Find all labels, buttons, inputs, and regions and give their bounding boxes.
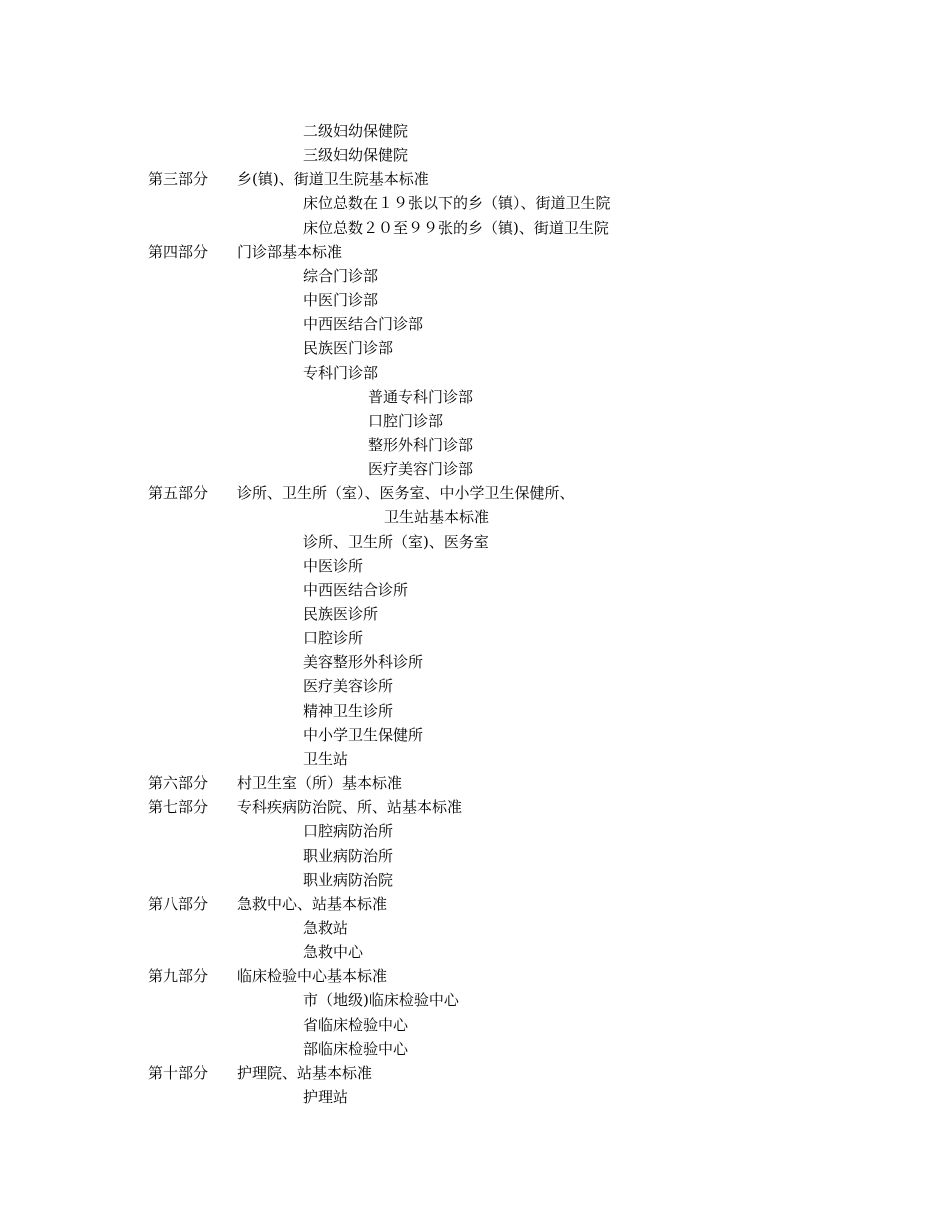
toc-entry: 中西医结合诊所 bbox=[303, 580, 409, 599]
part-title: 临床检验中心基本标准 bbox=[237, 967, 388, 986]
toc-entry: 护理站 bbox=[303, 1088, 349, 1106]
toc-entry: 美容整形外科诊所 bbox=[303, 653, 424, 672]
part-label: 第三部分 bbox=[148, 170, 209, 189]
part-label: 第五部分 bbox=[148, 484, 209, 503]
part-title: 村卫生室（所）基本标准 bbox=[237, 774, 403, 793]
toc-entry: 床位总数在１９张以下的乡（镇）、街道卫生院 bbox=[303, 194, 611, 213]
toc-entry: 中医门诊部 bbox=[303, 291, 379, 310]
part-label: 第八部分 bbox=[148, 894, 209, 913]
toc-entry: 床位总数２０至９９张的乡（镇)、街道卫生院 bbox=[303, 218, 609, 237]
part-label: 第七部分 bbox=[148, 798, 209, 817]
toc-entry: 急救站 bbox=[303, 918, 349, 937]
toc-entry: 中医诊所 bbox=[303, 556, 364, 575]
part-title: 急救中心、站基本标准 bbox=[237, 894, 388, 913]
toc-entry: 精神卫生诊所 bbox=[303, 701, 394, 720]
toc-entry: 普通专科门诊部 bbox=[368, 387, 474, 406]
toc-entry: 口腔门诊部 bbox=[368, 411, 444, 430]
toc-entry: 职业病防治院 bbox=[303, 870, 394, 889]
toc-entry: 专科门诊部 bbox=[303, 363, 379, 382]
toc-entry: 部临床检验中心 bbox=[303, 1039, 409, 1058]
part-title: 专科疾病防治院、所、站基本标准 bbox=[237, 798, 463, 817]
toc-entry: 卫生站 bbox=[303, 749, 349, 768]
toc-entry: 民族医门诊部 bbox=[303, 339, 394, 358]
part-title: 乡(镇)、街道卫生院基本标准 bbox=[237, 170, 429, 189]
toc-entry: 民族医诊所 bbox=[303, 605, 379, 623]
part-label: 第六部分 bbox=[148, 774, 209, 793]
toc-entry: 二级妇幼保健院 bbox=[303, 122, 409, 140]
toc-entry: 整形外科门诊部 bbox=[368, 435, 474, 454]
toc-entry: 口腔诊所 bbox=[303, 629, 364, 648]
toc-entry: 省临床检验中心 bbox=[303, 1015, 409, 1034]
toc-entry: 三级妇幼保健院 bbox=[303, 146, 409, 165]
part-label: 第四部分 bbox=[148, 242, 209, 261]
part-title: 门诊部基本标准 bbox=[237, 242, 343, 261]
toc-entry: 中小学卫生保健所 bbox=[303, 725, 424, 744]
part-title: 护理院、站基本标准 bbox=[237, 1063, 373, 1082]
toc-entry: 医疗美容诊所 bbox=[303, 677, 394, 696]
toc-entry: 医疗美容门诊部 bbox=[368, 460, 474, 479]
toc-entry: 市（地级)临床检验中心 bbox=[303, 991, 459, 1010]
part-label: 第十部分 bbox=[148, 1063, 209, 1082]
toc-entry: 诊所、卫生所（室)、医务室 bbox=[303, 532, 489, 551]
toc-entry: 急救中心 bbox=[303, 943, 364, 962]
part-title: 诊所、卫生所（室）、医务室、中小学卫生保健所、 bbox=[237, 484, 575, 503]
toc-entry: 职业病防治所 bbox=[303, 846, 394, 865]
toc-entry: 中西医结合门诊部 bbox=[303, 315, 424, 334]
part-label: 第九部分 bbox=[148, 967, 209, 986]
toc-entry: 口腔病防治所 bbox=[303, 822, 394, 841]
toc-entry: 综合门诊部 bbox=[303, 266, 379, 285]
toc-entry: 卫生站基本标准 bbox=[384, 508, 490, 527]
